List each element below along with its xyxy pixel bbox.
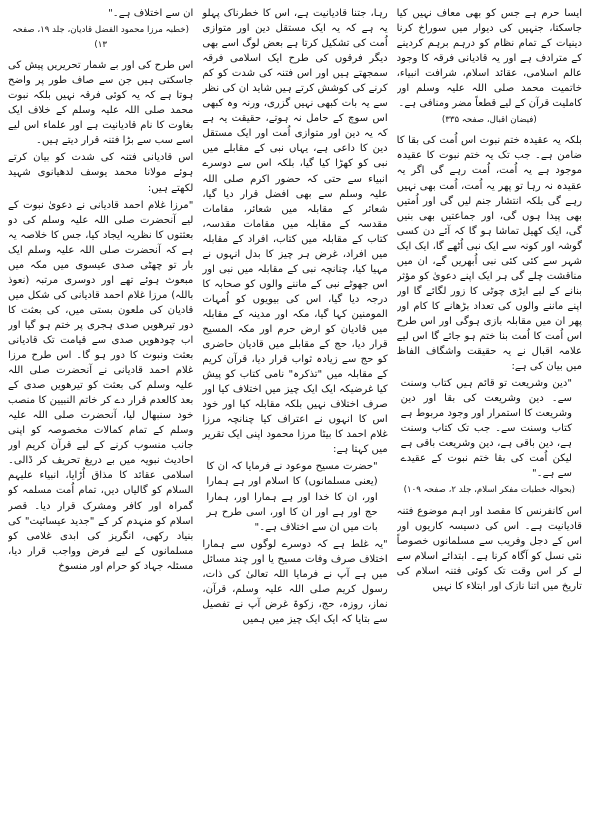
paragraph: اس طرح کی اور بے شمار تحریریں پیش کی جاسکتی ہیں جن سے صاف طور پر واضح ہوتا ہے کہ یہ کوئی فرقہ نہیں بلکہ نبوت محمد صلی اللہ علیہ وسلم کے خلاف ایک بغاوت کا نام قادیانیت ہے اور علماء اس لیے اسے سب سے بڑا فتنہ قرار دیتے ہیں۔ <box>8 60 194 147</box>
citation: (بحوالہ خطبات مفکر اسلام، جلد ۲، صفحہ ۱۰۹) <box>403 485 575 496</box>
paragraph: ان سے اختلاف ہے۔" <box>108 8 194 19</box>
text-column-3 <box>8 6 193 810</box>
quotation: "حضرت مسیح موعود نے فرمایا کہ ان کا (یعنی مسلمانوں) کا اسلام اور ہے ہمارا اور، ان کا خدا اور ہے ہمارا اور، ہمارا حج اور ہے اور ان کا اور، اسی طرح ہر بات میں ان سے اختلاف ہے۔" <box>206 461 378 533</box>
paragraph: بلکہ یہ عقیدہ ختم نبوت اس اُمت کی بقا کا ضامن ہے۔ جب تک یہ ختم نبوت کا عقیدہ موجود ہے یہ اُمت، اُمت رہے گی اگر یہ عقیدہ نہ رہا تو پھر یہ اُمت، اُمت بھی نہیں رہے گی بلکہ انتشار جنم لیں گی اور اُمتیں بھی پیدا ہوں گی، اور جماعتیں بھی بنیں گی، ایک کھیل تماشا ہو گا کہ آئے دن کسی گوشہ اور کونہ سے ایک نبی اُٹھے گا، ایک ایک شہر سے کئی کئی نبی اُبھریں گے، ان میں مناقشت چلے گی ہر ایک اپنے دعویٰ کو مؤثر بنانے کے لیے ایڑی چوٹی کا زور لگائے گا اور اپنے ماننے والوں کی تعداد بڑھانے کا کام اور پھر ان میں مقابلہ بازی ہوگی اور اس طرح اس اُمت کا اُمت بنا ختم ہو جائے گا اس لیے علامہ اقبال نے یہ حقیقت واشگاف الفاظ میں بیان کی ہے: <box>396 135 582 373</box>
text-column-2 <box>202 6 387 810</box>
paragraph: اس قادیانی فتنہ کی شدت کو بیان کرتے ہوئے مولانا محمد یوسف لدھیانوی شہید لکھتے ہیں: <box>8 152 194 194</box>
paragraph: ایسا حرم ہے جس کو بھی معاف نہیں کیا جاسکتا، جنہیں کی دیوار میں سوراخ کرنا دینیات کے تمام نظام کو درہم برہم کردینے کے مترادف ہے اور یہ قادیانی فرقہ کا وجود عالم اسلامی، عقائد اسلام، شرافت انبیاء، خاتمیت محمد صلی اللہ علیہ وسلم اور کاملیت قرآن کے لیے قطعاً مضر ومنافی ہے۔ <box>396 8 582 110</box>
paragraph: رہا، جتنا قادیانیت ہے، اس کا خطرناک پہلو یہ ہے کہ یہ ایک مستقل دین اور متوازی اُمت کی تشکیل کرتا ہے بعض لوگ اسے بھی دیگر فرقوں کی طرح ایک اسلامی فرقہ سمجھتے ہیں اور اس فتنہ کی شدت کو کم کرنے کی کوشش کرتے ہیں شاید ان کی نظر سے یہ بات کبھی نہیں گزری، ورنہ وہ کبھی اس سوچ کے حامل نہ ہوتے، حقیقت یہ ہے کہ یہ دین اور متوازی اُمت اور ایک مستقل دین کا داعی ہے، یہاں نبی کے مقابلے میں نبی کو کھڑا کیا گیا، بلکہ اس سے دوسرے انبیاء سے حتی کہ حضور اکرم صلی اللہ علیہ وسلم سے بھی افضل قرار دیا گیا، شعائر کے مقابلہ میں شعائر، مقامات مقدسہ کے مقابلہ میں مقامات مقدسہ، کتاب کے مقابلہ میں کتاب، افراد کے مقابلہ میں افراد، غرض ہر چیز کا بدل انہوں نے مہیا کیا، چنانچہ نبی کے مقابلہ میں نبی اور اس جھوٹے نبی کے ماننے والوں کو صحابہ کا درجہ دیا گیا، اس کی بیویوں کو اُمہات المومنین کہا گیا، مکہ اور مدینہ کے مقابلہ میں قادیان کو ارض حرم اور مکہ المسیح قرار دیا، حج کے مقابلے میں قادیان حاضری کو حج سے زیادہ ثواب قرار دیا، قرآن کریم کے مقابلہ میں "تذکرہ" نامی کتاب کو پیش کیا غرضیکہ ایک ایک چیز میں اختلاف کیا اور صرف اختلاف نہیں بلکہ مقابلہ کیا اور خود اس کا انہوں نے اعتراف کیا چنانچہ مرزا غلام احمد کا بیٹا مرزا محمود اپنی ایک تقریر میں کہتا ہے: <box>202 8 388 456</box>
paragraph: "یہ غلط ہے کہ دوسرے لوگوں سے ہمارا اختلاف صرف وفات مسیح یا اور چند مسائل میں ہے آپ نے فرمایا اللہ تعالیٰ کی ذات، رسول کریم صلی اللہ علیہ وسلم، قرآن، نماز، روزہ، حج، زکوۃ غرض آپ نے تفصیل سے بتایا کہ ایک ایک چیز میں ہمیں <box>202 538 388 625</box>
citation: (خطبہ مرزا محمود الفضل قادیان، جلد ۱۹، صفحہ ۱۳) <box>12 25 189 51</box>
quotation: "دین وشریعت تو قائم ہیں کتاب وسنت سے۔ دین وشریعت کی بقا اور دین وشریعت کا استمرار اور وجود مربوط ہے کتاب وسنت سے۔ جب تک کتاب وسنت ہے، دین باقی ہے، دین وشریعت باقی ہے لیکن اُمت کی بقا ختم نبوت کے عقیدے سے ہے۔" <box>400 378 572 480</box>
text-column-1 <box>397 6 582 810</box>
citation: (فیضان اقبال، صفحہ ۳۳۵) <box>441 115 537 126</box>
paragraph: "مرزا غلام احمد قادیانی نے دعویٰ نبوت کے لیے آنحضرت صلی اللہ علیہ وسلم کی دو بعثتوں کا نظریہ ایجاد کیا، جس کا خلاصہ یہ ہے کہ آنحضرت صلی اللہ علیہ وسلم ایک بار تو چھٹی صدی عیسوی میں مکہ میں مبعوث ہوئے تھے اور دوسری مرتبہ (نعوذ باللہ) مرزا غلام احمد قادیانی کی شکل میں قادیان کی ملعون بستی میں، کی بعثت کا دور تیرھویں صدی ہجری پر ختم ہو گیا اور اب چودھویں صدی سے قیامت تک قادیانی بعثت ونبوت کا دور ہو گا۔ اس طرح مرزا غلام احمد قادیانی نے آنحضرت صلی اللہ علیہ وسلم کی بعثت کو تیرھویں صدی کے بعد کالعدم قرار دے کر خاتم النبیین کا منصب خود سنبھال لیا، آنحضرت صلی اللہ علیہ وسلم کے تمام کمالات مخصوصہ کو اپنی جانب منسوب کرنے کے لیے قرآن کریم اور احادیث نبویہ میں بے دریغ تحریف کر ڈالی۔ اسلامی عقائد کا مذاق اُڑایا، انبیاء علیہم السلام کو گالیاں دیں، تمام اُمت مسلمہ کو گمراہ اور کافر ومشرک قرار دیا۔ قصر اسلام کو منہدم کر کے "جدید عیسائیت" کی بنیاد رکھی، انگریز کی ابدی غلامی کو مسلمانوں کے لیے فرض وواجب قرار دیا، مسئلہ جہاد کو حرام اور منسوخ <box>8 199 194 572</box>
paragraph: اس کانفرنس کا مقصد اور اہم موضوع فتنہ قادیانیت ہے۔ اس کی دسیسہ کاریوں اور اس کے دجل وفریب سے مسلمانوں خصوصاً نئی نسل کو آگاہ کرنا ہے۔ ابتدائے اسلام سے لے کر اس وقت تک کوئی فتنہ اسلام کی تاریخ میں اتنا نازک اور ابتلاء کا نہیں <box>396 505 582 592</box>
